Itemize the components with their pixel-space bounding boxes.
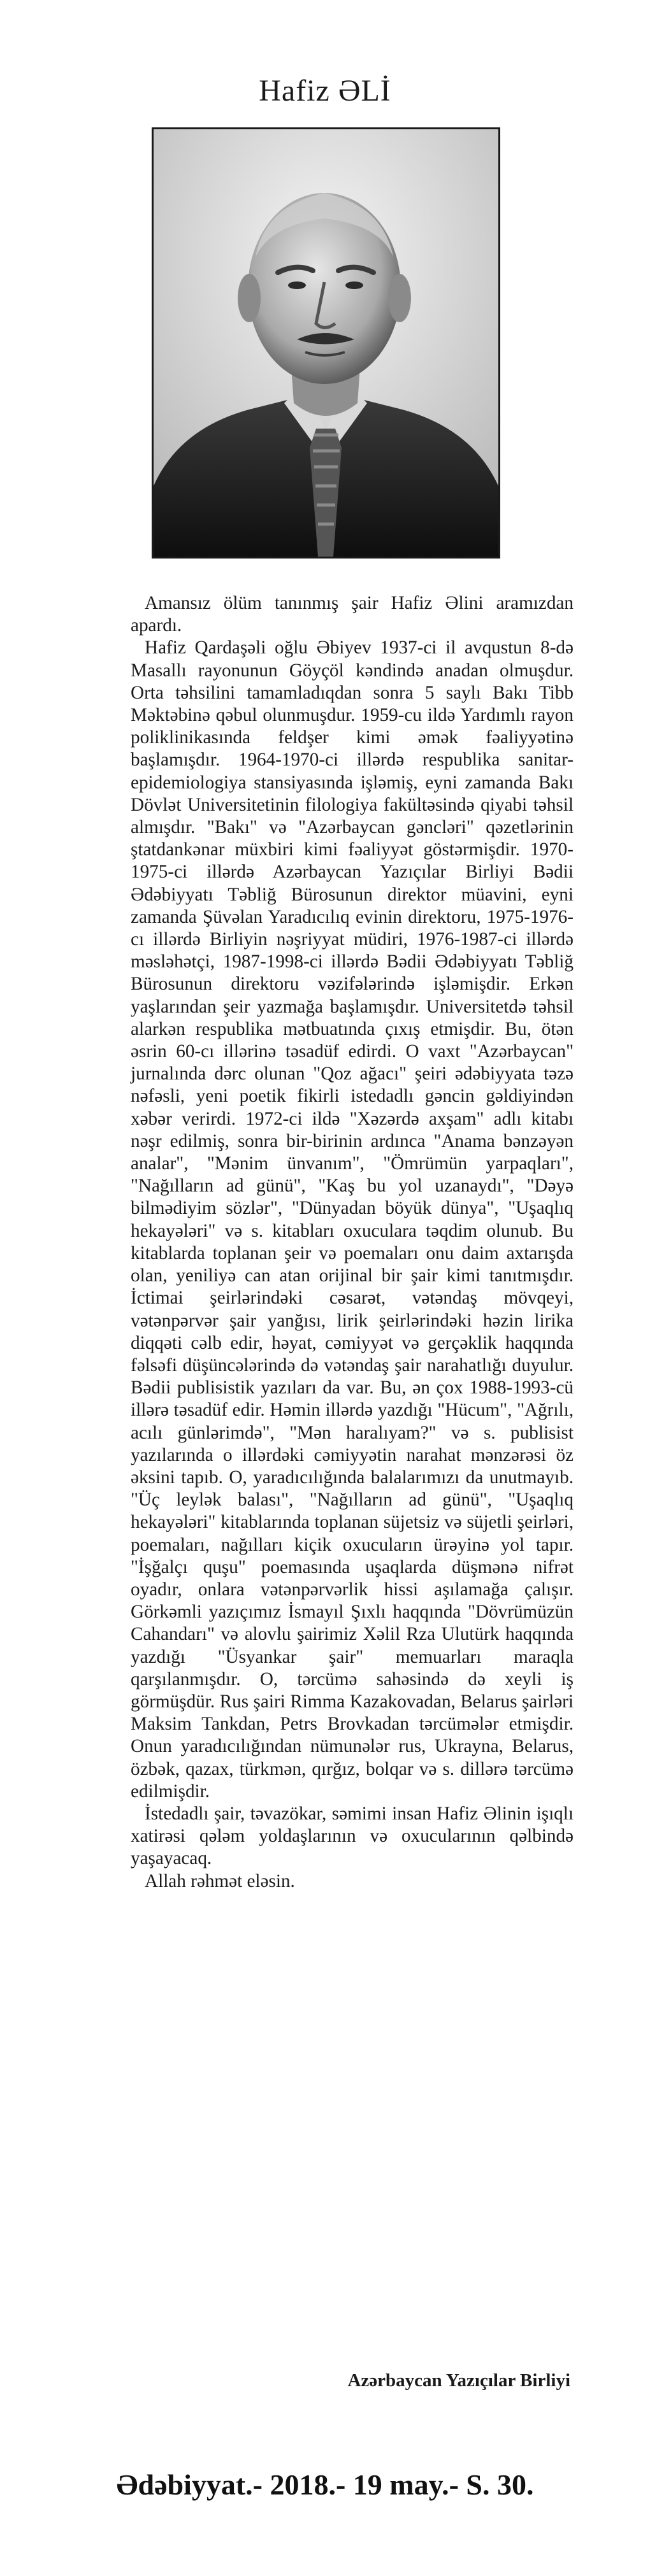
paragraph-intro: Amansız ölüm tanınmış şair Hafiz Əlini aramızdan apardı. (131, 593, 574, 636)
author-portrait-photo (152, 127, 500, 559)
article-title: Hafiz ƏLİ (259, 74, 391, 108)
paragraph-tribute: İstedadlı şair, təvazökar, səmimi insan Hafiz Əlinin işıqlı xatirəsi qələm yoldaşlarının və oxucularının qəlbində yaşayacaq. (131, 1803, 574, 1869)
source-citation: Ədəbiyyat.- 2018.- 19 may.- S. 30. (116, 2468, 534, 2501)
signature: Azərbaycan Yazıçılar Birliyi (347, 2370, 570, 2391)
paragraph-biography: Hafiz Qardaşəli oğlu Əbiyev 1937-ci il avqustun 8-də Masallı rayonunun Göyçöl kəndində anadan olmuşdur. Orta təhsilini tamamladıqdan sonra 5 saylı Bakı Tibb Məktəbinə qəbul olunmuşdur. 1959-cu ildə Yardımlı rayon poliklinikasında feldşer kimi əmək fəaliyyətinə başlamışdır. 1964-1970-ci illərdə respublika sanitar-epidemiologiya stansiyasında işləmiş, eyni zamanda Bakı Dövlət Universitetinin filologiya fakültəsində qiyabi təhsil almışdır. "Bakı" və "Azərbaycan gəncləri" qəzetlərinin ştatdankənar müxbiri kimi fəaliyyət göstərmişdir. 1970-1975-ci illərdə Azərbaycan Yazıçılar Birliyi Bədii Ədəbiyyatı Təbliğ Bürosunun direktor müavini, eyni zamanda Şüvəlan Yaradıcılıq evinin direktoru, 1975-1976-cı illərdə Birliyin nəşriyyat müdiri, 1976-1987-ci illərdə məsləhətçi, 1987-1998-ci illərdə Bədii Ədəbiyyatı Təbliğ Bürosunun direktoru vəzifələrində işləmişdir. Erkən yaşlarından şeir yazmağa başlamışdır. Universitetdə təhsil alarkən respublika mətbuatında çıxış etmişdir. Bu, ötən əsrin 60-cı illərinə təsadüf edirdi. O vaxt "Azərbaycan" jurnalında dərc olunan "Qoz ağacı" şeiri ədəbiyyata təzə nəfəsli, yeni poetik fikirli istedadlı gəncin gəldiyindən xəbər verirdi. 1972-ci ildə "Xəzərdə axşam" adlı kitabı nəşr edilmiş, sonra bir-birinin ardınca "Anama bənzəyən analar", "Mənim ünvanım", "Ömrümün yarpaqları", "Nağılların ad günü", "Kaş bu yol uzanaydı", "Dəyə bilmədiyim sözlər", "Dünyadan böyük dünya", "Uşaqlıq hekayələri" və s. kitabları oxuculara təqdim olunub. Bu kitablarda toplanan şeir və poemaları onu daim axtarışda olan, yeniliyə can atan orijinal bir şair kimi tanıtmışdır. İctimai şeirlərindəki cəsarət, vətəndaş mövqeyi, vətənpərvər şair yanğısı, lirik şeirlərindəki həzin lirika diqqəti cəlb edir, həyat, cəmiyyət və gerçəklik haqqında fəlsəfi düşüncələrində də vətəndaş şair narahatlığı duyulur. Bədii publisistik yazıları da var. Bu, ən çox 1988-1993-cü illərə təsadüf edir. Həmin illərdə yazdığı "Hücum", "Ağrılı, acılı günlərimdə", "Mən haralıyam?" və s. publisist yazılarında o illərdəki cəmiyyətin narahat mənzərəsi öz əksini tapıb. O, yaradıcılığında balalarımızı da unutmayıb. "Üç leylək balası", "Nağılların ad günü", "Uşaqlıq hekayələri" kitablarında toplanan süjetsiz və süjetli şeirləri, poemaları, nağılları kiçik oxucuların ürəyinə yol tapır. "İşğalçı quşu" poemasında uşaqlarda düşmənə nifrət oyadır, onlara vətənpərvərlik hissi aşılamağa çalışır. Görkəmli yazıçımız İsmayıl Şıxlı haqqında "Dövrümüzün Cahandarı" və alovlu şairimiz Xəlil Rza Ulutürk haqqında yazdığı "Üsyankar şair" memuarları maraqla qarşılanmışdır. O, tərcümə sahəsində də xeyli iş görmüşdür. Rus şairi Rimma Kazakovadan, Belarus şairləri Maksim Tankdan, Petrs Brovkadan tərcümələr etmişdir. Onun yaradıcılığından nümunələr rus, Ukrayna, Belarus, özbək, qazax, türkmən, qırğız, bolqar və s. dillərə tərcümə edilmişdir. (131, 637, 574, 1802)
article-body (131, 592, 574, 1893)
paragraph-closing: Allah rəhmət eləsin. (145, 1870, 295, 1891)
